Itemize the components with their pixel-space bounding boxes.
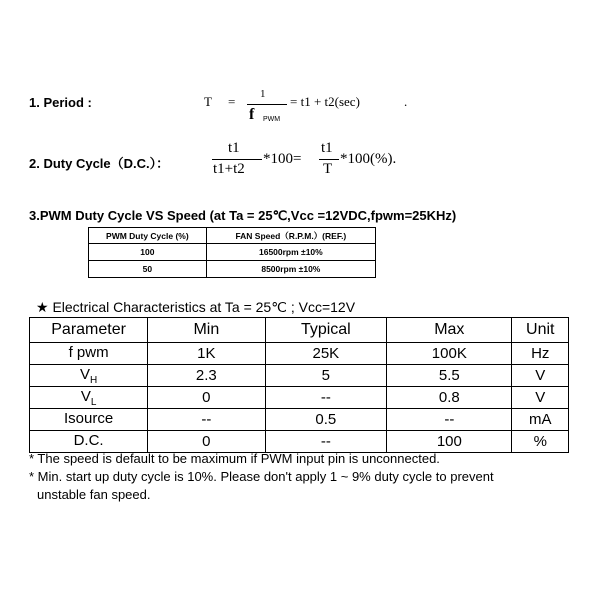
period-numerator: 1 — [260, 88, 266, 100]
pwm-table-header-row — [89, 228, 376, 244]
note-default-speed: * The speed is default to be maximum if PWM input pin is unconnected. — [29, 451, 440, 466]
duty-frac2-denominator: T — [323, 161, 333, 177]
table-row — [30, 343, 569, 365]
cell-min: 0 — [148, 387, 265, 409]
cell-parameter: D.C. — [30, 431, 148, 453]
duty-frac1-denominator: t1+t2 — [213, 161, 245, 177]
duty-mid: *100= — [263, 151, 302, 167]
cell-typical: 0.5 — [265, 409, 387, 431]
cell-max: 100K — [387, 343, 512, 365]
period-rhs: = t1 + t2(sec) — [290, 94, 360, 109]
period-denominator-sub: PWM — [263, 116, 281, 123]
cell-max: 100 — [387, 431, 512, 453]
table-row — [89, 244, 376, 261]
cell-typical: -- — [265, 387, 387, 409]
pwm-cell-duty: 50 — [89, 261, 207, 278]
pwm-section-title: 3.PWM Duty Cycle VS Speed (at Ta = 25℃,Vcc =12VDC,fpwm=25KHz) — [29, 208, 457, 223]
cell-parameter: f pwm — [30, 343, 148, 365]
pwm-cell-duty: 100 — [89, 244, 207, 261]
electrical-table — [29, 317, 569, 453]
period-label: 1. Period : — [29, 95, 92, 110]
cell-unit: % — [512, 431, 569, 453]
cell-typical: -- — [265, 431, 387, 453]
period-end: . — [404, 94, 408, 109]
table-row — [30, 431, 569, 453]
header-typical: Typical — [265, 318, 387, 343]
note-min-duty: * Min. start up duty cycle is 10%. Please don't apply 1 ~ 9% duty cycle to prevent — [29, 469, 494, 484]
duty-frac1-numerator: t1 — [228, 140, 240, 156]
header-parameter: Parameter — [30, 318, 148, 343]
cell-unit: mA — [512, 409, 569, 431]
pwm-cell-speed: 8500rpm ±10% — [206, 261, 375, 278]
duty-frac2-bar — [319, 159, 339, 160]
pwm-speed-table — [88, 227, 376, 278]
header-min: Min — [148, 318, 265, 343]
table-row — [89, 261, 376, 278]
table-row — [30, 409, 569, 431]
duty-tail: *100(%). — [340, 151, 397, 167]
electrical-title: ★ Electrical Characteristics at Ta = 25℃ ; Vcc=12V — [36, 299, 356, 315]
period-fraction-bar — [247, 104, 287, 105]
cell-min: 2.3 — [148, 365, 265, 387]
cell-parameter: Isource — [30, 409, 148, 431]
duty-frac2-numerator: t1 — [321, 140, 333, 156]
cell-unit: Hz — [512, 343, 569, 365]
cell-max: 0.8 — [387, 387, 512, 409]
table-row — [30, 365, 569, 387]
pwm-header-speed: FAN Speed（R.P.M.）(REF.) — [206, 228, 375, 244]
cell-unit: V — [512, 365, 569, 387]
period-lhs: T — [204, 94, 212, 109]
cell-typical: 5 — [265, 365, 387, 387]
cell-min: 0 — [148, 431, 265, 453]
header-max: Max — [387, 318, 512, 343]
pwm-cell-speed: 16500rpm ±10% — [206, 244, 375, 261]
cell-typical: 25K — [265, 343, 387, 365]
note-min-duty-cont: unstable fan speed. — [37, 487, 151, 502]
period-denominator: f — [249, 106, 255, 123]
cell-parameter: $V_L$ — [30, 387, 148, 409]
cell-parameter: $V_H$ — [30, 365, 148, 387]
duty-frac1-bar — [212, 159, 262, 160]
cell-min: -- — [148, 409, 265, 431]
cell-max: -- — [387, 409, 512, 431]
duty-label: 2. Duty Cycle（D.C.）： — [29, 156, 170, 171]
cell-min: 1K — [148, 343, 265, 365]
pwm-header-duty: PWM Duty Cycle (%) — [89, 228, 207, 244]
table-row — [30, 387, 569, 409]
header-unit: Unit — [512, 318, 569, 343]
cell-unit: V — [512, 387, 569, 409]
period-equals: = — [228, 94, 236, 109]
cell-max: 5.5 — [387, 365, 512, 387]
electrical-header-row — [30, 318, 569, 343]
